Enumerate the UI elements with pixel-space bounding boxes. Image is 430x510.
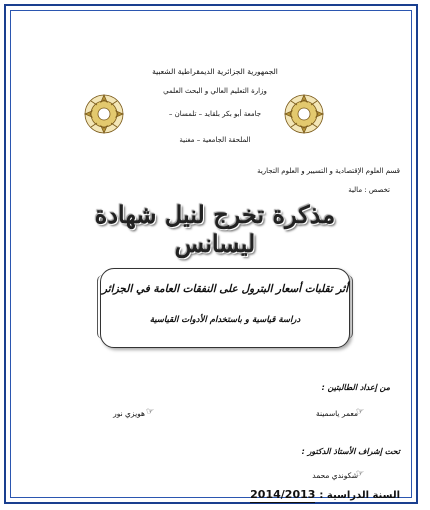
- bullet-hand-icon: ☞: [356, 469, 365, 479]
- annex-line: الملحقة الجامعية – مغنية: [179, 136, 251, 144]
- republic-line: الجمهورية الجزائرية الديمقراطية الشعبية: [152, 67, 278, 76]
- supervisor-label: تحت إشراف الأستاذ الدكتور :: [301, 447, 400, 456]
- students-label: من إعداد الطالبتين :: [321, 383, 390, 392]
- thesis-title-line2: دراسة قياسية و باستخدام الأدوات القياسية: [149, 315, 301, 325]
- memo-title: مذكرة تخرج لنيل شهادة ليسانس: [94, 200, 336, 258]
- thesis-title-box: [100, 268, 350, 348]
- academic-year: [250, 488, 400, 501]
- university-emblem-icon: [82, 92, 126, 136]
- ministry-line: وزارة التعليم العالي و البحث العلمي: [163, 87, 267, 95]
- thesis-title-line1: أثر تقلبات أسعار البترول على النفقات العامة في الجزائر: [101, 283, 349, 295]
- university-line: جامعة أبو بكر بلقايد – تلمسان –: [168, 110, 262, 118]
- bullet-hand-icon: ☞: [146, 407, 155, 417]
- bullet-hand-icon: ☞: [356, 407, 365, 417]
- academic-year-value: 2014/2013: [250, 488, 316, 501]
- university-emblem-icon: [282, 92, 326, 136]
- specialty-line: تخصص : مالية: [348, 186, 390, 194]
- academic-year-label: السنة الدراسية :: [319, 490, 400, 501]
- student-name-1: معمر ياسمينة: [315, 409, 358, 418]
- student-name-2: هويزي نور: [113, 409, 145, 418]
- supervisor-name: شكوندي محمد: [312, 471, 358, 480]
- department-line: قسم العلوم الإقتصادية و التسيير و العلوم التجارية: [257, 167, 400, 175]
